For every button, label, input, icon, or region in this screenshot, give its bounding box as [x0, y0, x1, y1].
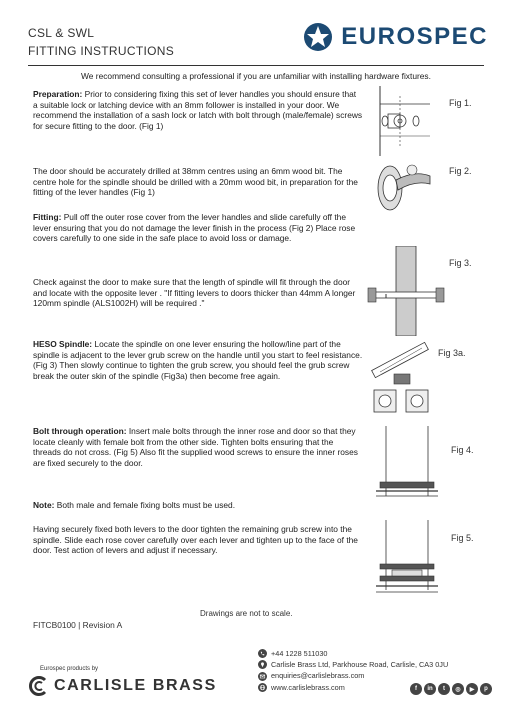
preparation-text: Prior to considering fixing this set of lever handles you should ensure that a suitable lock or latching device with an 8mm follower is installed in your door. We recommend the installation of a sash lock or latch with bolt through (male/female) screws for secure fitting to the door. (Fig 1)	[33, 89, 363, 131]
fig3-drawing	[366, 246, 446, 336]
bolt-title: Bolt through operation:	[33, 426, 127, 436]
eurospec-logo	[303, 20, 488, 54]
eurospec-star-icon	[303, 22, 333, 52]
facebook-icon[interactable]: f	[410, 683, 422, 695]
linkedin-icon[interactable]: in	[424, 683, 436, 695]
bolt-text: Insert male bolts through the inner rose and door so that they locate cleanly with female bolt from the other side. Tighten bolts ensuring that the threads do not cross. (Fig 5) Also fit the supplied wood screws to ensure the inner roses are fixed securely to the door.	[33, 426, 358, 468]
fig1-drawing	[370, 86, 440, 156]
social-icons	[410, 683, 492, 695]
heso-title: HESO Spindle:	[33, 339, 93, 349]
drilling-paragraph: The door should be accurately drilled at 38mm centres using an 6mm wood bit. The centre hole for the spindle should be drilled with a 20mm wood bit, in preparation for the fitting of the lever handles (Fig 1)	[33, 166, 358, 198]
email-link[interactable]: enquiries@carlislebrass.com	[271, 671, 365, 681]
fig4-drawing	[372, 426, 442, 506]
carlisle-brass-logo	[28, 675, 217, 697]
preparation-title: Preparation:	[33, 89, 83, 99]
heso-text: Locate the spindle on one lever ensuring the hollow/line part of the spindle is adjacent to the lever grub screw on the handle until you start to feel resistance. (Fig 3) Then slowly continue to tighten the grub screw, you should feel the grub screw break the outer skin of the spindle (Fig3a) then become free again.	[33, 339, 363, 381]
scale-note: Drawings are not to scale.	[200, 609, 293, 618]
final-paragraph: Having securely fixed both levers to the door tighten the remaining grub screw into the spindle. Slide each rose cover carefully over each lever and tighten up to the face of the door. Test action of levers and adjust if necessary.	[33, 524, 358, 556]
fitting-paragraph	[33, 212, 363, 244]
phone-text: +44 1228 511030	[271, 649, 328, 658]
carlisle-c-icon	[28, 675, 50, 697]
preparation-paragraph	[33, 89, 363, 131]
fig1-label: Fig 1.	[449, 98, 472, 108]
note-text: Both male and female fixing bolts must be used.	[54, 500, 236, 510]
header	[28, 20, 488, 66]
note-paragraph	[33, 500, 363, 511]
document-reference: FITCB0100 | Revision A	[33, 620, 123, 630]
fig5-drawing	[372, 520, 442, 600]
phone-icon	[258, 649, 267, 658]
heso-paragraph	[33, 339, 363, 381]
contact-email[interactable]	[258, 670, 448, 681]
fitting-title: Fitting:	[33, 212, 62, 222]
bolt-paragraph	[33, 426, 363, 468]
fig4-label: Fig 4.	[451, 445, 474, 455]
note-title: Note:	[33, 500, 55, 510]
pinterest-icon[interactable]: p	[480, 683, 492, 695]
address-text: Carlisle Brass Ltd, Parkhouse Road, Carlisle, CA3 0JU	[271, 660, 449, 670]
carlisle-brass-wordmark: CARLISLE BRASS	[54, 677, 217, 694]
intro-notice: We recommend consulting a professional if you are unfamiliar with installing hardware fixtures.	[81, 71, 431, 81]
doc-title-line2: FITTING INSTRUCTIONS	[28, 44, 174, 58]
fig2-drawing	[370, 158, 440, 218]
spindle-check-paragraph: Check against the door to make sure that the length of spindle will fit through the door and locate with the opposite lever . "If fitting levers to doors thicker than 44mm A longer 120mm spindle (ALS1002H) will be required ."	[33, 277, 356, 309]
email-icon	[258, 672, 267, 681]
fig3a-drawing	[366, 336, 436, 416]
contact-address	[258, 659, 448, 670]
products-by-label: Eurospec products by	[40, 666, 99, 672]
fig5-label: Fig 5.	[451, 533, 474, 543]
logo-wordmark: EUROSPEC	[341, 23, 488, 50]
fig3-label: Fig 3.	[449, 258, 472, 268]
fig2-label: Fig 2.	[449, 166, 472, 176]
website-link[interactable]: www.carlislebrass.com	[271, 682, 345, 692]
instagram-icon[interactable]: ◎	[452, 683, 464, 695]
location-icon	[258, 660, 267, 669]
fig3a-label: Fig 3a.	[438, 348, 466, 358]
contact-phone	[258, 648, 448, 659]
header-divider	[28, 65, 484, 66]
globe-icon	[258, 683, 267, 692]
youtube-icon[interactable]: ▶	[466, 683, 478, 695]
fitting-text: Pull off the outer rose cover from the lever handles and slide carefully off the lever ensuring that you do not damage the lever finish in the process (Fig 2) Place rose covers carefully to one side in the safe place to avoid loss or damage.	[33, 212, 356, 244]
twitter-icon[interactable]: t	[438, 683, 450, 695]
doc-title-line1: CSL & SWL	[28, 26, 95, 40]
